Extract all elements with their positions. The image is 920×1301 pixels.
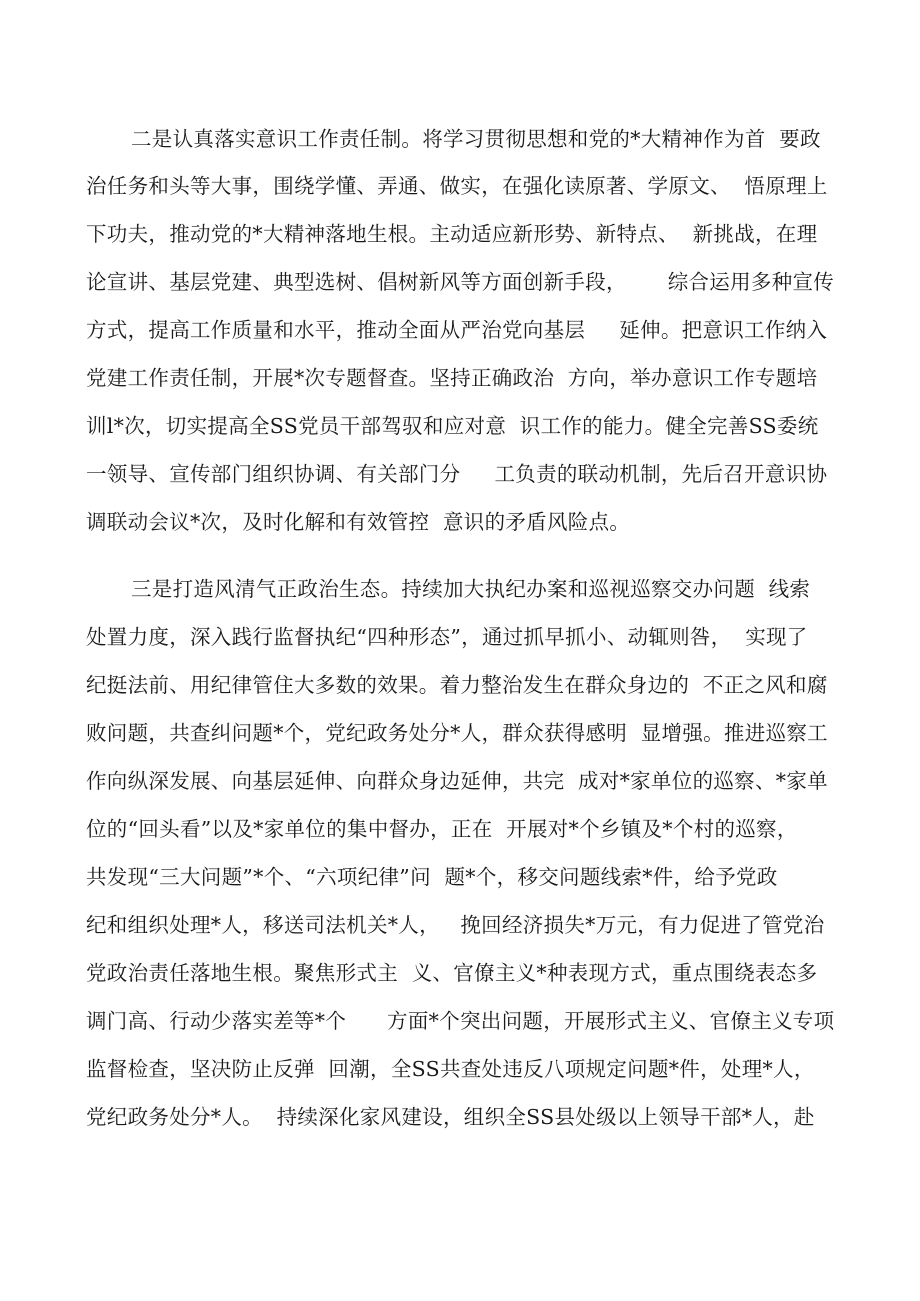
text-line: 一领导、宣传部门组织协调、有关部门分 工负责的联动机制，先后召开意识协 bbox=[86, 462, 828, 486]
text-line: 二是认真落实意识工作责任制。将学习贯彻思想和党的*大精神作为首 要政 bbox=[131, 127, 821, 151]
text-line: 共发现“三大问题”*个、“六项纪律”问 题*个，移交问题线索*件，给予党政 bbox=[86, 865, 778, 889]
text-line: 论宣讲、基层党建、典型选树、倡树新风等方面创新手段， 综合运用多种宣传 bbox=[86, 270, 835, 294]
text-line: 方式，提高工作质量和水平，推动全面从严治党向基层 延伸。把意识工作纳入 bbox=[86, 318, 828, 342]
text-line: 纪挺法前、用纪律管住大多数的效果。着力整治发生在群众身边的 不正之风和腐 bbox=[86, 673, 828, 697]
text-line: 作向纵深发展、向基层延伸、向群众身边延伸，共完 成对*家单位的巡察、*家单 bbox=[86, 769, 828, 793]
text-line: 位的“回头看”以及*家单位的集中督办，正在 开展对*个乡镇及*个村的巡察， bbox=[86, 817, 798, 841]
text-line: 调门高、行动少落实差等*个 方面*个突出问题，开展形式主义、官僚主义专项 bbox=[86, 1009, 835, 1033]
text-line: 党政治责任落地生根。聚焦形式主 义、官僚主义*种表现方式，重点围绕表态多 bbox=[86, 961, 818, 985]
text-line: 败问题，共查纠问题*个，党纪政务处分*人，群众获得感明 显增强。推进巡察工 bbox=[86, 721, 828, 745]
text-line: 党纪政务处分*人。 持续深化家风建设，组织全SS县处级以上领导干部*人，赴 bbox=[86, 1105, 815, 1129]
text-line: 处置力度，深入践行监督执纪“四种形态”，通过抓早抓小、动辄则咎， 实现了 bbox=[86, 625, 808, 649]
text-line: 纪和组织处理*人，移送司法机关*人， 挽回经济损失*万元，有力促进了管党治 bbox=[86, 913, 825, 937]
text-line: 党建工作责任制，开展*次专题督查。坚持正确政治 方向，举办意识工作专题培 bbox=[86, 366, 818, 390]
text-line: 训l*次，切实提高全SS党员干部驾驭和应对意 识工作的能力。健全完善SS委统 bbox=[86, 414, 819, 438]
text-line: 治任务和头等大事，围绕学懂、弄通、做实，在强化读原著、学原文、 悟原理上 bbox=[86, 174, 828, 198]
text-line: 下功夫，推动党的*大精神落地生根。主动适应新形势、新特点、 新挑战，在理 bbox=[86, 222, 818, 246]
text-line: 三是打造风清气正政治生态。持续加大执纪办案和巡视巡察交办问题 线索 bbox=[131, 577, 811, 601]
text-line: 监督检查，坚决防止反弹 回潮，全SS共查处违反八项规定问题*件，处理*人， bbox=[86, 1057, 815, 1081]
text-line: 调联动会议*次，及时化解和有效管控 意识的矛盾风险点。 bbox=[86, 510, 631, 534]
